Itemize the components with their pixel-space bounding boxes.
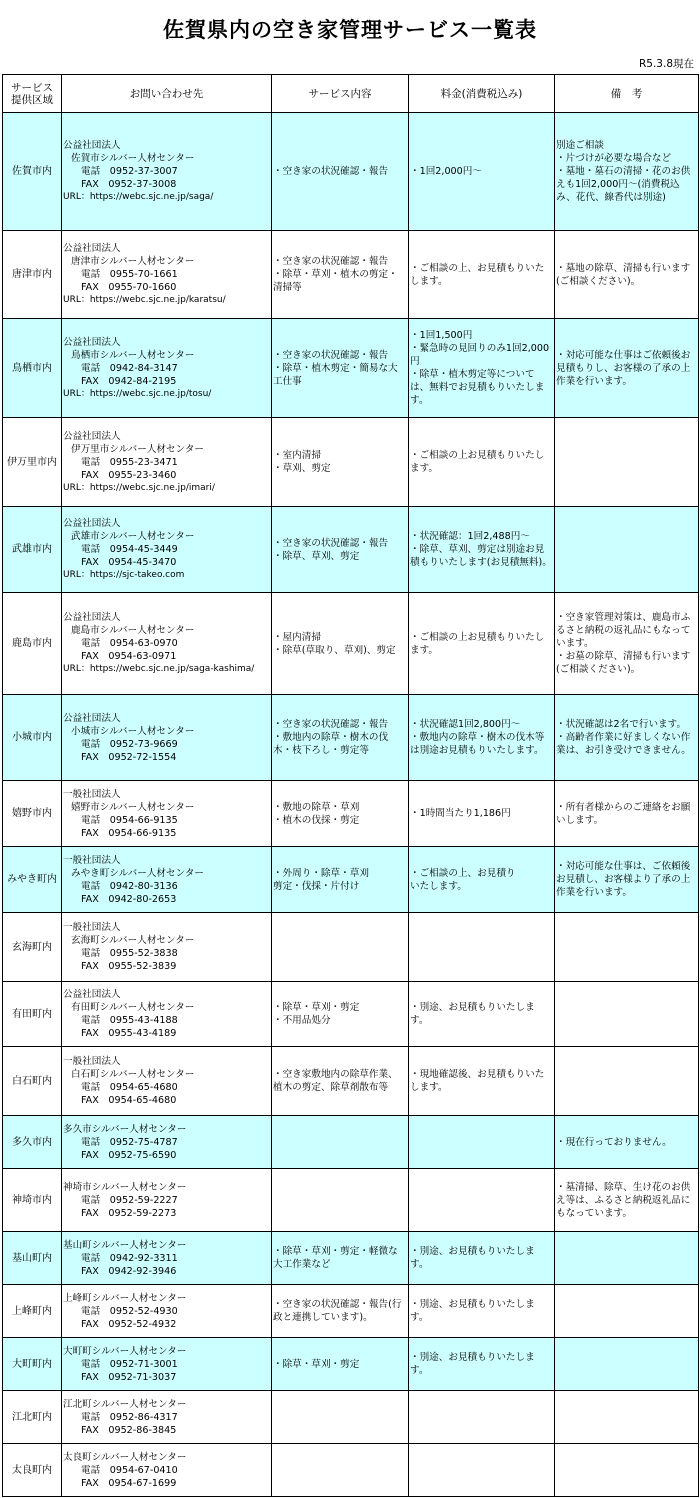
contact-line: 電話 0955-70-1661 [81,269,178,280]
contact-line: 公益社団法人 [63,612,121,623]
fee-line: ・状況確認1回2,800円～ [410,719,521,730]
contact-line: FAX 0942-92-3946 [81,1265,177,1277]
table-body [3,113,699,1497]
contact-line: 電話 0954-45-3449 [81,544,178,555]
fee-line: ・ご相談の上お見積もりいたします。 [410,631,545,656]
fee-line: ・除草、草刈、剪定は別途お見積もりいたします(お見積無料)。 [410,544,552,568]
contact-line: 電話 0952-59-2227 [81,1194,178,1206]
contact-line: 電話 0952-52-4930 [81,1305,178,1317]
contact-line: 公益社団法人 [63,430,121,442]
header-contact: お問い合わせ先 [62,75,272,113]
cell-service [272,1338,409,1391]
table-row [3,695,699,781]
contact-line: 電話 0952-73-9669 [81,738,178,750]
cell-notes [555,982,699,1047]
cell-notes [555,319,699,418]
fee-line: ・状況確認：1回2,488円～ [410,531,530,542]
table-row [3,781,699,847]
contact-line: FAX 0955-43-4189 [81,1028,177,1039]
service-line: ・空き家の状況確認・報告 [273,719,389,730]
contact-line: FAX 0955-52-3839 [81,961,177,972]
cell-notes [555,1169,699,1232]
fee-line: ・別途、お見積もりいたします。 [410,1002,535,1026]
notes-line: ・墓地の除草、清掃も行います(ご相談ください)。 [556,262,691,287]
fee-line: ・別途、お見積もりいたします。 [410,1299,535,1323]
service-line: ・屋内清掃 [273,631,321,643]
cell-fee [409,319,555,418]
cell-fee [409,1285,555,1338]
cell-fee [409,847,555,913]
cell-notes [555,1116,699,1169]
cell-service [272,982,409,1047]
cell-service [272,1169,409,1232]
service-line: ・外周り・除草・草刈 [273,867,369,879]
header-area [3,75,62,113]
contact-line: 大町町シルバー人材センター [63,1345,187,1357]
cell-fee [409,1444,555,1497]
contact-line: FAX 0954-45-3470 [81,557,177,568]
service-line: ・空き家の状況確認・報告(行政と連携しています)。 [273,1299,402,1323]
table-row [3,913,699,982]
contact-line: FAX 0952-71-3037 [81,1371,177,1383]
table-row [3,1444,699,1497]
cell-service [272,1285,409,1338]
cell-notes [555,695,699,781]
contact-line: 神埼市シルバー人材センター [63,1181,187,1193]
fee-line: ・緊急時の見回りのみ1回2,000円 [410,343,550,367]
cell-fee [409,781,555,847]
table-row [3,1169,699,1232]
contact-line: 電話 0952-71-3001 [81,1358,178,1370]
cell-area: 佐賀市内 [3,113,62,231]
cell-notes [555,1391,699,1444]
cell-fee [409,1169,555,1232]
fee-line: ・ご相談の上、お見積もりいたします。 [410,262,545,287]
cell-notes [555,1285,699,1338]
cell-notes [555,231,699,319]
cell-contact [62,781,272,847]
contact-line: 一般社団法人 [63,854,121,866]
cell-contact [62,1116,272,1169]
contact-line: 公益社団法人 [63,243,121,254]
cell-service [272,1116,409,1169]
header-fee: 料金(消費税込み) [409,75,555,113]
page-title: 佐賀県内の空き家管理サービス一覧表 [163,18,537,42]
table-row [3,1285,699,1338]
header-area-line: サービス [11,81,53,94]
fee-line: ・1回1,500円 [410,330,473,341]
contact-line: URL：https://webc.sjc.ne.jp/tosu/ [63,388,212,399]
fee-line: ・1回2,000円～ [410,166,482,177]
cell-area: 唐津市内 [3,231,62,319]
service-line: ・空き家の状況確認・報告 [273,349,389,361]
cell-contact [62,1391,272,1444]
contact-line: みやき町シルバー人材センター [71,867,205,879]
cell-area: 鹿島市内 [3,593,62,695]
service-line: ・草刈、剪定 [273,463,331,474]
cell-area: 多久市内 [3,1116,62,1169]
contact-line: 電話 0955-52-3838 [81,948,178,959]
fee-line: ・除草・植木剪定等については、無料でお見積もりいたします。 [410,369,545,406]
cell-fee [409,1047,555,1116]
service-line: ・空き家の状況確認・報告 [273,166,389,177]
contact-line: 一般社団法人 [63,922,121,933]
cell-area: 玄海町内 [3,913,62,982]
service-line: 剪定・伐採・片付け [273,880,360,892]
table-row [3,982,699,1047]
cell-contact [62,418,272,507]
contact-line: FAX 0952-72-1554 [81,751,177,763]
table-row [3,418,699,507]
contact-line: 武雄市シルバー人材センター [71,531,195,542]
cell-service [272,593,409,695]
cell-service [272,695,409,781]
cell-notes [555,1338,699,1391]
service-line: ・除草(草取り、草刈)、剪定 [273,644,396,656]
cell-area: 小城市内 [3,695,62,781]
cell-contact [62,1169,272,1232]
cell-notes [555,781,699,847]
cell-contact [62,1047,272,1116]
service-line: ・除草・草刈・剪定 [273,1002,360,1013]
cell-notes [555,507,699,593]
cell-area: 基山町内 [3,1232,62,1285]
notes-line: ・対応可能な仕事は、ご依頼後お見積し、お客様より了承の上作業を行います。 [556,861,691,898]
cell-area: 有田町内 [3,982,62,1047]
service-line: ・除草・草刈・植木の剪定・清掃等 [273,269,398,293]
contact-line: 電話 0942-84-3147 [81,362,178,374]
contact-line: FAX 0954-65-4680 [81,1095,177,1106]
service-line: ・除草、草刈、剪定 [273,550,360,562]
contact-line: 鳥栖市シルバー人材センター [71,349,195,361]
contact-line: 上峰町シルバー人材センター [63,1292,187,1304]
contact-line: 公益社団法人 [63,712,121,724]
contact-line: FAX 0942-80-2653 [81,893,177,905]
service-line: ・除草・草刈・剪定 [273,1358,360,1370]
cell-service [272,1047,409,1116]
notes-line: ・お墓の除草、清掃も行います(ご相談ください)。 [556,651,691,675]
service-line: ・植木の伐採・剪定 [273,814,360,826]
cell-fee [409,913,555,982]
contact-line: 有田町シルバー人材センター [71,1002,195,1013]
contact-line: FAX 0952-59-2273 [81,1207,177,1219]
cell-notes [555,418,699,507]
contact-line: 公益社団法人 [63,518,121,529]
notes-line: ・空き家管理対策は、鹿島市ふるさと納税の返礼品にもなっています。 [556,612,691,649]
notes-line: ・現在行っておりません。 [556,1136,672,1148]
contact-line: URL：https://webc.sjc.ne.jp/saga-kashima/ [63,664,255,674]
contact-line: 多久市シルバー人材センター [63,1123,187,1135]
table-row [3,1338,699,1391]
cell-contact [62,593,272,695]
cell-contact [62,1285,272,1338]
contact-line: 電話 0942-92-3311 [81,1252,178,1264]
cell-service [272,1444,409,1497]
cell-notes [555,847,699,913]
contact-line: 基山町シルバー人材センター [63,1239,187,1251]
contact-line: 唐津市シルバー人材センター [71,256,195,267]
cell-contact [62,507,272,593]
cell-area: 武雄市内 [3,507,62,593]
cell-contact [62,1232,272,1285]
notes-line: ・墓清掃、除草、生け花のお供え等は、ふるさと納税返礼品にもなっています。 [556,1181,691,1219]
contact-line: 江北町シルバー人材センター [63,1398,187,1410]
table-row [3,1232,699,1285]
cell-notes [555,1232,699,1285]
cell-fee [409,231,555,319]
contact-line: 電話 0954-67-0410 [81,1464,178,1476]
contact-line: URL：https://sjc-takeo.com [63,570,185,580]
contact-line: 電話 0952-75-4787 [81,1136,178,1148]
table-row [3,231,699,319]
contact-line: FAX 0955-70-1660 [81,282,177,293]
contact-line: 嬉野市シルバー人材センター [71,801,195,813]
cell-contact [62,1338,272,1391]
fee-line: ・ご相談の上、お見積り [410,867,516,879]
contact-line: 公益社団法人 [63,989,121,1000]
cell-fee [409,507,555,593]
contact-line: FAX 0942-84-2195 [81,375,177,387]
cell-contact [62,913,272,982]
cell-service [272,418,409,507]
contact-line: URL：https://webc.sjc.ne.jp/imari/ [63,482,215,493]
fee-line: ・1時間当たり1,186円 [410,808,511,819]
fee-line: ・別途、お見積もりいたします。 [410,1246,535,1270]
contact-line: FAX 0955-23-3460 [81,469,177,481]
header-row [3,75,699,113]
service-line: ・空き家敷地内の除草作業、植木の剪定、除草剤散布等 [273,1069,398,1093]
cell-service [272,847,409,913]
cell-area: みやき町内 [3,847,62,913]
cell-area: 大町町内 [3,1338,62,1391]
cell-area: 神埼市内 [3,1169,62,1232]
table-row [3,113,699,231]
contact-line: FAX 0952-86-3845 [81,1424,177,1436]
table-row [3,847,699,913]
cell-contact [62,113,272,231]
contact-line: 電話 0942-80-3136 [81,880,178,892]
cell-service [272,319,409,418]
notes-line: ・状況確認は2名で行います。 [556,719,687,730]
table-row [3,1047,699,1116]
service-line: ・空き家の状況確認・報告 [273,537,389,549]
service-line: ・敷地内の除草・樹木の伐木・枝下ろし・剪定等 [273,732,389,756]
service-line: ・空き家の状況確認・報告 [273,256,389,267]
fee-line: ・敷地内の除草・樹木の伐木等は別途お見積もりいたします。 [410,732,545,756]
cell-fee [409,1391,555,1444]
fee-line: いたします。 [410,880,467,892]
notes-line: ・対応可能な仕事はご依頼後お見積もりし、お客様の了承の上作業を行います。 [556,349,691,387]
contact-line: FAX 0954-66-9135 [81,827,177,839]
contact-line: 小城市シルバー人材センター [71,725,195,737]
service-line: ・除草・植木剪定・簡易な大工仕事 [273,362,398,387]
contact-line: 鹿島市シルバー人材センター [71,625,195,636]
cell-contact [62,231,272,319]
contact-line: 公益社団法人 [63,140,121,151]
cell-fee [409,1232,555,1285]
cell-fee [409,695,555,781]
service-line: ・敷地の除草・草刈 [273,801,360,813]
cell-contact [62,982,272,1047]
cell-service [272,1232,409,1285]
cell-contact [62,695,272,781]
notes-line: ・所有者様からのご連絡をお願いします。 [556,801,691,826]
cell-fee [409,982,555,1047]
service-line: ・室内清掃 [273,450,321,461]
cell-area: 上峰町内 [3,1285,62,1338]
service-table [2,74,699,1497]
contact-line: FAX 0952-75-6590 [81,1149,177,1161]
cell-fee [409,113,555,231]
contact-line: 伊万里市シルバー人材センター [71,443,205,455]
fee-line: ・ご相談の上お見積もりいたします。 [410,450,545,474]
contact-line: 一般社団法人 [63,1056,121,1067]
contact-line: FAX 0952-52-4932 [81,1318,177,1330]
contact-line: URL：https://webc.sjc.ne.jp/karatsu/ [63,295,226,305]
notes-line: ・片づけが必要な場合など [556,153,672,164]
cell-service [272,913,409,982]
contact-line: 公益社団法人 [63,336,121,348]
contact-line: 電話 0954-66-9135 [81,814,178,826]
contact-line: 白石町シルバー人材センター [71,1069,195,1080]
cell-contact [62,847,272,913]
contact-line: 太良町シルバー人材センター [63,1451,187,1463]
cell-area: 太良町内 [3,1444,62,1497]
cell-area: 白石町内 [3,1047,62,1116]
header-notes: 備 考 [555,75,699,113]
cell-service [272,113,409,231]
cell-fee [409,418,555,507]
as-of-date: R5.3.8現在 [638,58,694,70]
contact-line: 電話 0952-86-4317 [81,1411,178,1423]
table-row [3,319,699,418]
notes-line: ・墓地・墓石の清掃・花のお供えも1回2,000円～(消費税込み、花代、線香代は別途) [556,166,691,203]
table-row [3,507,699,593]
cell-area: 嬉野市内 [3,781,62,847]
fee-line: ・現地確認後、お見積もりいたします。 [410,1069,545,1093]
cell-area: 鳥栖市内 [3,319,62,418]
contact-line: 電話 0954-63-0970 [81,638,178,649]
contact-line: 電話 0955-23-3471 [81,456,178,468]
contact-line: FAX 0952-37-3008 [81,179,177,190]
header-area-line: 提供区域 [11,93,53,106]
cell-notes [555,913,699,982]
contact-line: FAX 0954-63-0971 [81,651,177,662]
cell-area: 江北町内 [3,1391,62,1444]
notes-line: 別途ご相談 [556,140,604,151]
cell-notes [555,1444,699,1497]
cell-service [272,1391,409,1444]
cell-notes [555,593,699,695]
cell-contact [62,319,272,418]
fee-line: ・別途、お見積もりいたします。 [410,1352,535,1376]
cell-area: 伊万里市内 [3,418,62,507]
contact-line: 一般社団法人 [63,788,121,800]
contact-line: 佐賀市シルバー人材センター [71,153,195,164]
contact-line: 電話 0954-65-4680 [81,1082,178,1093]
header-service: サービス内容 [272,75,409,113]
contact-line: 玄海町シルバー人材センター [71,935,195,946]
notes-line: ・高齢者作業に好ましくない作業は、お引き受けできません。 [556,732,691,756]
contact-line: 電話 0955-43-4188 [81,1015,178,1026]
cell-notes [555,113,699,231]
cell-service [272,507,409,593]
contact-line: 電話 0952-37-3007 [81,166,178,177]
contact-line: FAX 0954-67-1699 [81,1477,177,1489]
cell-fee [409,1338,555,1391]
table-row [3,1116,699,1169]
table-row [3,1391,699,1444]
cell-fee [409,593,555,695]
service-line: ・不用品処分 [273,1015,331,1026]
cell-service [272,231,409,319]
table-row [3,593,699,695]
cell-notes [555,1047,699,1116]
cell-contact [62,1444,272,1497]
cell-service [272,781,409,847]
service-line: ・除草・草刈・剪定・軽微な大工作業など [273,1246,398,1270]
cell-fee [409,1116,555,1169]
contact-line: URL：https://webc.sjc.ne.jp/saga/ [63,192,214,202]
